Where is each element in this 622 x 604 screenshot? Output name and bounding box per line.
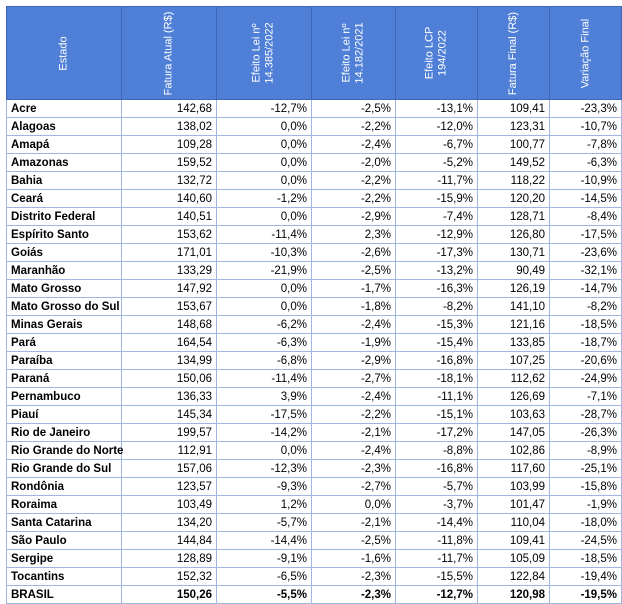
efeito-lei-14182-cell: -2,3% — [312, 460, 396, 478]
table-row — [7, 172, 622, 190]
variacao-final-cell: -14,5% — [550, 190, 622, 208]
state-cell: Acre — [7, 100, 122, 118]
state-cell: Ceará — [7, 190, 122, 208]
fatura-final-cell: 102,86 — [478, 442, 550, 460]
efeito-lei-14182-cell: 2,3% — [312, 226, 396, 244]
state-cell: Goiás — [7, 244, 122, 262]
fatura-final-cell: 128,71 — [478, 208, 550, 226]
efeito-lei-14385-cell: 0,0% — [217, 208, 312, 226]
fatura-final-cell: 149,52 — [478, 154, 550, 172]
table-body — [7, 100, 622, 604]
state-cell: Pernambuco — [7, 388, 122, 406]
efeito-lcp-194-cell: -17,2% — [396, 424, 478, 442]
efeito-lei-14182-cell: -2,4% — [312, 316, 396, 334]
efeito-lei-14182-cell: -2,4% — [312, 136, 396, 154]
efeito-lei-14385-cell: -9,1% — [217, 550, 312, 568]
variacao-final-cell: -20,6% — [550, 352, 622, 370]
efeito-lei-14182-cell: -2,1% — [312, 514, 396, 532]
header-variacao-final: Variação Final — [550, 7, 622, 100]
fatura-final-cell: 109,41 — [478, 532, 550, 550]
table-row — [7, 190, 622, 208]
table-row — [7, 352, 622, 370]
fatura-final-cell: 130,71 — [478, 244, 550, 262]
table-row — [7, 154, 622, 172]
variacao-final-cell: -23,3% — [550, 100, 622, 118]
variacao-final-cell: -17,5% — [550, 226, 622, 244]
efeito-lcp-194-cell: -7,4% — [396, 208, 478, 226]
fatura-atual-cell: 138,02 — [122, 118, 217, 136]
efeito-lei-14385-cell: -6,8% — [217, 352, 312, 370]
fatura-atual-cell: 164,54 — [122, 334, 217, 352]
state-cell: Santa Catarina — [7, 514, 122, 532]
efeito-lei-14385-cell: 0,0% — [217, 442, 312, 460]
efeito-lcp-194-cell: -18,1% — [396, 370, 478, 388]
efeito-lcp-194-cell: -15,5% — [396, 568, 478, 586]
state-cell: Piauí — [7, 406, 122, 424]
efeito-lei-14385-cell: -5,5% — [217, 586, 312, 604]
efeito-lei-14385-cell: -12,3% — [217, 460, 312, 478]
efeito-lei-14182-cell: -2,2% — [312, 172, 396, 190]
efeito-lcp-194-cell: -12,0% — [396, 118, 478, 136]
efeito-lei-14385-cell: -11,4% — [217, 226, 312, 244]
table-row — [7, 442, 622, 460]
state-cell: Mato Grosso — [7, 280, 122, 298]
header-fatura-final: Fatura Final (R$) — [478, 7, 550, 100]
efeito-lei-14385-cell: -14,4% — [217, 532, 312, 550]
fatura-final-cell: 122,84 — [478, 568, 550, 586]
efeito-lei-14385-cell: -10,3% — [217, 244, 312, 262]
efeito-lcp-194-cell: -11,8% — [396, 532, 478, 550]
fatura-atual-cell: 133,29 — [122, 262, 217, 280]
efeito-lei-14182-cell: -2,3% — [312, 568, 396, 586]
efeito-lei-14182-cell: -2,2% — [312, 118, 396, 136]
efeito-lcp-194-cell: -12,9% — [396, 226, 478, 244]
header-efeito-lei-14182: Efeito Lei nº 14.182/2021 — [312, 7, 396, 100]
efeito-lcp-194-cell: -14,4% — [396, 514, 478, 532]
table-row — [7, 478, 622, 496]
table-row — [7, 460, 622, 478]
fatura-atual-cell: 152,32 — [122, 568, 217, 586]
efeito-lei-14182-cell: -2,9% — [312, 208, 396, 226]
fatura-final-cell: 107,25 — [478, 352, 550, 370]
fatura-atual-cell: 112,91 — [122, 442, 217, 460]
table-row — [7, 424, 622, 442]
efeito-lei-14385-cell: -21,9% — [217, 262, 312, 280]
state-cell: Alagoas — [7, 118, 122, 136]
state-cell: Rio de Janeiro — [7, 424, 122, 442]
fatura-final-cell: 90,49 — [478, 262, 550, 280]
fatura-atual-cell: 134,99 — [122, 352, 217, 370]
fatura-final-cell: 123,31 — [478, 118, 550, 136]
variacao-final-cell: -8,2% — [550, 298, 622, 316]
state-cell: Rondônia — [7, 478, 122, 496]
fatura-final-cell: 147,05 — [478, 424, 550, 442]
fatura-atual-cell: 136,33 — [122, 388, 217, 406]
table-row — [7, 514, 622, 532]
efeito-lei-14182-cell: -2,4% — [312, 388, 396, 406]
state-cell: Amazonas — [7, 154, 122, 172]
table-row — [7, 532, 622, 550]
fatura-atual-cell: 147,92 — [122, 280, 217, 298]
efeito-lcp-194-cell: -16,8% — [396, 352, 478, 370]
efeito-lcp-194-cell: -13,1% — [396, 100, 478, 118]
efeito-lei-14182-cell: -2,1% — [312, 424, 396, 442]
variacao-final-cell: -25,1% — [550, 460, 622, 478]
efeito-lei-14385-cell: 0,0% — [217, 280, 312, 298]
efeito-lei-14385-cell: -17,5% — [217, 406, 312, 424]
fatura-final-cell: 101,47 — [478, 496, 550, 514]
efeito-lei-14182-cell: -1,6% — [312, 550, 396, 568]
state-cell: Paraíba — [7, 352, 122, 370]
efeito-lcp-194-cell: -12,7% — [396, 586, 478, 604]
fatura-atual-cell: 140,60 — [122, 190, 217, 208]
header-efeito-lcp-194: Efeito LCP 194/2022 — [396, 7, 478, 100]
efeito-lei-14182-cell: -2,0% — [312, 154, 396, 172]
table-row — [7, 316, 622, 334]
fatura-atual-cell: 123,57 — [122, 478, 217, 496]
fatura-atual-cell: 153,62 — [122, 226, 217, 244]
table-row — [7, 244, 622, 262]
efeito-lei-14385-cell: -9,3% — [217, 478, 312, 496]
efeito-lei-14182-cell: -1,7% — [312, 280, 396, 298]
variacao-final-cell: -14,7% — [550, 280, 622, 298]
efeito-lei-14182-cell: -1,9% — [312, 334, 396, 352]
efeito-lei-14385-cell: -6,2% — [217, 316, 312, 334]
efeito-lei-14385-cell: -6,3% — [217, 334, 312, 352]
variacao-final-cell: -10,9% — [550, 172, 622, 190]
variacao-final-cell: -19,5% — [550, 586, 622, 604]
table-row — [7, 388, 622, 406]
efeito-lei-14182-cell: -2,7% — [312, 370, 396, 388]
fatura-atual-cell: 103,49 — [122, 496, 217, 514]
table-row — [7, 226, 622, 244]
fatura-final-cell: 126,19 — [478, 280, 550, 298]
efeito-lcp-194-cell: -17,3% — [396, 244, 478, 262]
efeito-lei-14385-cell: -12,7% — [217, 100, 312, 118]
fatura-final-cell: 120,98 — [478, 586, 550, 604]
header-row — [7, 7, 622, 100]
efeito-lcp-194-cell: -5,7% — [396, 478, 478, 496]
table-row — [7, 118, 622, 136]
efeito-lei-14385-cell: 0,0% — [217, 154, 312, 172]
total-row — [7, 586, 622, 604]
variacao-final-cell: -18,5% — [550, 550, 622, 568]
efeito-lcp-194-cell: -11,1% — [396, 388, 478, 406]
state-cell: Maranhão — [7, 262, 122, 280]
fatura-final-cell: 110,04 — [478, 514, 550, 532]
efeito-lei-14385-cell: 0,0% — [217, 118, 312, 136]
state-cell: Distrito Federal — [7, 208, 122, 226]
fatura-final-cell: 141,10 — [478, 298, 550, 316]
fatura-final-cell: 109,41 — [478, 100, 550, 118]
table-row — [7, 208, 622, 226]
state-cell: Amapá — [7, 136, 122, 154]
efeito-lcp-194-cell: -15,9% — [396, 190, 478, 208]
variacao-final-cell: -8,9% — [550, 442, 622, 460]
efeito-lei-14182-cell: -2,9% — [312, 352, 396, 370]
efeito-lei-14385-cell: 0,0% — [217, 298, 312, 316]
efeito-lei-14385-cell: 0,0% — [217, 172, 312, 190]
fatura-final-cell: 133,85 — [478, 334, 550, 352]
efeito-lei-14182-cell: -2,4% — [312, 442, 396, 460]
variacao-final-cell: -15,8% — [550, 478, 622, 496]
state-cell: Bahia — [7, 172, 122, 190]
fatura-atual-cell: 171,01 — [122, 244, 217, 262]
fatura-atual-cell: 132,72 — [122, 172, 217, 190]
fatura-atual-cell: 150,26 — [122, 586, 217, 604]
fatura-atual-cell: 145,34 — [122, 406, 217, 424]
efeito-lcp-194-cell: -11,7% — [396, 550, 478, 568]
table-row — [7, 370, 622, 388]
efeito-lcp-194-cell: -15,4% — [396, 334, 478, 352]
efeito-lei-14182-cell: -2,6% — [312, 244, 396, 262]
fatura-atual-cell: 140,51 — [122, 208, 217, 226]
tariff-effects-table — [6, 6, 622, 604]
state-cell: Tocantins — [7, 568, 122, 586]
fatura-final-cell: 103,99 — [478, 478, 550, 496]
efeito-lei-14385-cell: -6,5% — [217, 568, 312, 586]
state-cell: Rio Grande do Norte — [7, 442, 122, 460]
fatura-final-cell: 103,63 — [478, 406, 550, 424]
efeito-lei-14182-cell: 0,0% — [312, 496, 396, 514]
table-row — [7, 280, 622, 298]
fatura-final-cell: 112,62 — [478, 370, 550, 388]
fatura-final-cell: 126,80 — [478, 226, 550, 244]
table-row — [7, 550, 622, 568]
efeito-lcp-194-cell: -8,2% — [396, 298, 478, 316]
fatura-atual-cell: 128,89 — [122, 550, 217, 568]
table-row — [7, 136, 622, 154]
header-estado: Estado — [7, 7, 122, 100]
fatura-atual-cell: 148,68 — [122, 316, 217, 334]
variacao-final-cell: -18,5% — [550, 316, 622, 334]
fatura-atual-cell: 142,68 — [122, 100, 217, 118]
fatura-final-cell: 105,09 — [478, 550, 550, 568]
efeito-lei-14385-cell: 0,0% — [217, 136, 312, 154]
fatura-atual-cell: 199,57 — [122, 424, 217, 442]
efeito-lcp-194-cell: -6,7% — [396, 136, 478, 154]
variacao-final-cell: -18,0% — [550, 514, 622, 532]
efeito-lei-14182-cell: -2,5% — [312, 262, 396, 280]
efeito-lcp-194-cell: -16,3% — [396, 280, 478, 298]
efeito-lcp-194-cell: -5,2% — [396, 154, 478, 172]
state-cell: São Paulo — [7, 532, 122, 550]
variacao-final-cell: -28,7% — [550, 406, 622, 424]
efeito-lcp-194-cell: -15,1% — [396, 406, 478, 424]
fatura-final-cell: 121,16 — [478, 316, 550, 334]
efeito-lei-14182-cell: -2,3% — [312, 586, 396, 604]
table-row — [7, 262, 622, 280]
state-cell: Rio Grande do Sul — [7, 460, 122, 478]
efeito-lcp-194-cell: -13,2% — [396, 262, 478, 280]
efeito-lcp-194-cell: -3,7% — [396, 496, 478, 514]
variacao-final-cell: -8,4% — [550, 208, 622, 226]
fatura-atual-cell: 159,52 — [122, 154, 217, 172]
variacao-final-cell: -18,7% — [550, 334, 622, 352]
state-cell: Roraima — [7, 496, 122, 514]
variacao-final-cell: -26,3% — [550, 424, 622, 442]
state-cell: Mato Grosso do Sul — [7, 298, 122, 316]
efeito-lei-14385-cell: 3,9% — [217, 388, 312, 406]
fatura-final-cell: 118,22 — [478, 172, 550, 190]
variacao-final-cell: -24,9% — [550, 370, 622, 388]
table-row — [7, 496, 622, 514]
table-row — [7, 568, 622, 586]
state-cell: Pará — [7, 334, 122, 352]
efeito-lei-14385-cell: -1,2% — [217, 190, 312, 208]
variacao-final-cell: -19,4% — [550, 568, 622, 586]
efeito-lei-14182-cell: -2,7% — [312, 478, 396, 496]
fatura-atual-cell: 134,20 — [122, 514, 217, 532]
efeito-lcp-194-cell: -16,8% — [396, 460, 478, 478]
fatura-final-cell: 117,60 — [478, 460, 550, 478]
variacao-final-cell: -23,6% — [550, 244, 622, 262]
table-row — [7, 298, 622, 316]
efeito-lcp-194-cell: -8,8% — [396, 442, 478, 460]
efeito-lei-14182-cell: -2,5% — [312, 100, 396, 118]
fatura-atual-cell: 153,67 — [122, 298, 217, 316]
state-cell: BRASIL — [7, 586, 122, 604]
state-cell: Espírito Santo — [7, 226, 122, 244]
header-efeito-lei-14385: Efeito Lei nº 14.385/2022 — [217, 7, 312, 100]
fatura-atual-cell: 157,06 — [122, 460, 217, 478]
efeito-lei-14385-cell: -5,7% — [217, 514, 312, 532]
state-cell: Minas Gerais — [7, 316, 122, 334]
header-fatura-atual: Fatura Atual (R$) — [122, 7, 217, 100]
efeito-lei-14182-cell: -2,5% — [312, 532, 396, 550]
variacao-final-cell: -1,9% — [550, 496, 622, 514]
tariff-table-container — [6, 6, 617, 601]
fatura-final-cell: 100,77 — [478, 136, 550, 154]
fatura-final-cell: 120,20 — [478, 190, 550, 208]
variacao-final-cell: -7,1% — [550, 388, 622, 406]
efeito-lei-14385-cell: -14,2% — [217, 424, 312, 442]
state-cell: Sergipe — [7, 550, 122, 568]
efeito-lei-14385-cell: -11,4% — [217, 370, 312, 388]
state-cell: Paraná — [7, 370, 122, 388]
efeito-lei-14182-cell: -2,2% — [312, 406, 396, 424]
table-row — [7, 334, 622, 352]
efeito-lei-14182-cell: -1,8% — [312, 298, 396, 316]
variacao-final-cell: -6,3% — [550, 154, 622, 172]
efeito-lcp-194-cell: -15,3% — [396, 316, 478, 334]
table-row — [7, 406, 622, 424]
table-row — [7, 100, 622, 118]
fatura-final-cell: 126,69 — [478, 388, 550, 406]
variacao-final-cell: -7,8% — [550, 136, 622, 154]
fatura-atual-cell: 150,06 — [122, 370, 217, 388]
variacao-final-cell: -10,7% — [550, 118, 622, 136]
fatura-atual-cell: 109,28 — [122, 136, 217, 154]
fatura-atual-cell: 144,84 — [122, 532, 217, 550]
variacao-final-cell: -32,1% — [550, 262, 622, 280]
efeito-lei-14182-cell: -2,2% — [312, 190, 396, 208]
efeito-lei-14385-cell: 1,2% — [217, 496, 312, 514]
variacao-final-cell: -24,5% — [550, 532, 622, 550]
efeito-lcp-194-cell: -11,7% — [396, 172, 478, 190]
